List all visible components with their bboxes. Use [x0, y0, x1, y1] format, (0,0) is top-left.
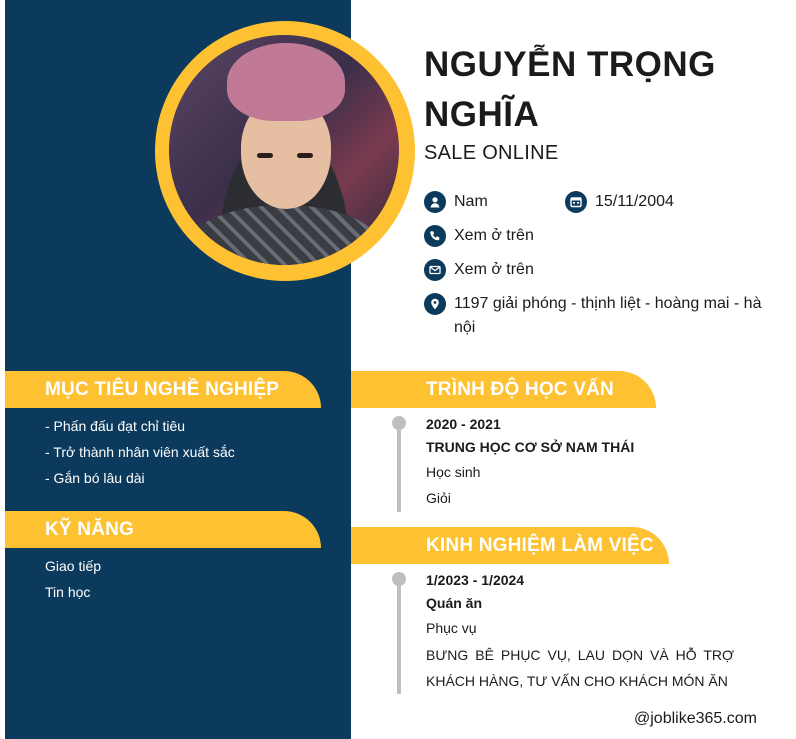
skills-title: KỸ NĂNG [45, 519, 135, 540]
gender-row [424, 190, 488, 214]
education-period: 2020 - 2021 [426, 416, 501, 432]
phone-icon [424, 225, 446, 247]
objective-title: MỤC TIÊU NGHỀ NGHIỆP [45, 379, 280, 400]
education-major: Học sinh [426, 464, 481, 480]
user-icon [424, 191, 446, 213]
avatar [169, 35, 399, 265]
skill-item: Giao tiếp [45, 558, 102, 574]
phone-value: Xem ở trên [454, 227, 534, 244]
watermark: @joblike365.com [634, 710, 757, 727]
birthday-row [565, 190, 674, 214]
birthday-value: 15/11/2004 [595, 193, 674, 210]
experience-position: Phục vụ [426, 620, 477, 636]
education-timeline-dot [392, 416, 406, 430]
avatar-eye-left [257, 153, 273, 158]
avatar-eye-right [297, 153, 313, 158]
avatar-hair [227, 43, 345, 121]
gender-value: Nam [454, 193, 488, 210]
education-timeline [397, 422, 401, 512]
location-pin-icon [424, 293, 446, 315]
objective-item: - Trở thành nhân viên xuất sắc [45, 444, 235, 460]
experience-timeline [397, 578, 401, 694]
objective-item: - Gắn bó lâu dài [45, 470, 145, 486]
calendar-icon [565, 191, 587, 213]
education-grade: Giỏi [426, 490, 451, 506]
education-school: TRUNG HỌC CƠ SỞ NAM THÁI [426, 439, 635, 455]
experience-period: 1/2023 - 1/2024 [426, 572, 525, 588]
mail-icon [424, 259, 446, 281]
objective-list [45, 413, 235, 491]
experience-timeline-dot [392, 572, 406, 586]
email-value: Xem ở trên [454, 261, 534, 278]
avatar-shirt [189, 205, 379, 265]
address-row [424, 292, 764, 340]
phone-row [424, 224, 534, 248]
job-title: SALE ONLINE [424, 142, 559, 164]
education-title: TRÌNH ĐỘ HỌC VẤN [426, 379, 614, 400]
experience-company: Quán ăn [426, 595, 483, 611]
experience-description: BƯNG BÊ PHỤC VỤ, LAU DỌN VÀ HỖ TRỢ KHÁCH HÀNG, TƯ VẤN CHO KHÁCH MÓN ĂN [426, 647, 734, 689]
skill-item: Tin học [45, 584, 91, 600]
skills-list [45, 553, 101, 605]
candidate-name: NGUYỄN TRỌNG NGHĨA [424, 45, 716, 134]
experience-title: KINH NGHIỆM LÀM VIỆC [426, 535, 654, 556]
objective-item: - Phấn đấu đạt chỉ tiêu [45, 418, 186, 434]
email-row [424, 258, 534, 282]
address-value: 1197 giải phóng - thịnh liệt - hoàng mai - hà nội [454, 295, 762, 336]
